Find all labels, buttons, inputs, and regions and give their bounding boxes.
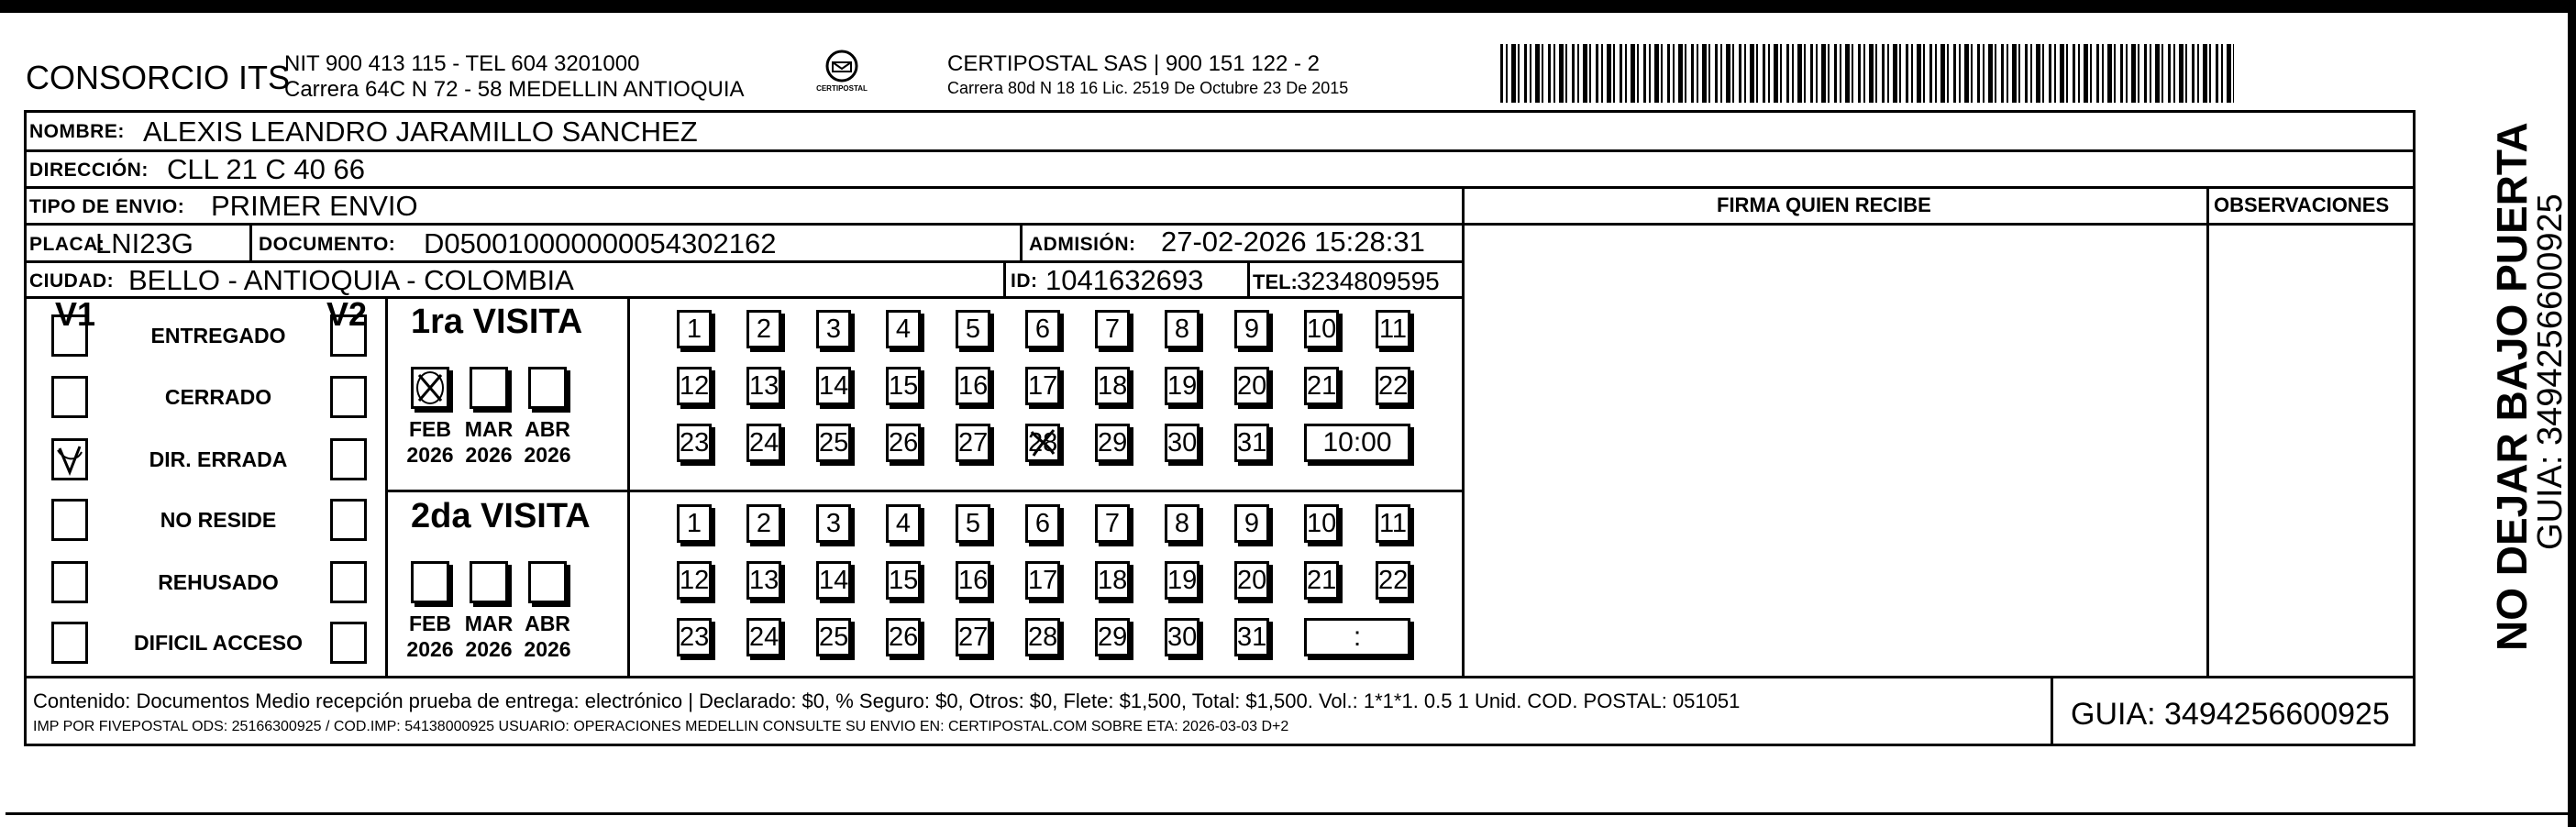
second-visit-day-number: 26 (889, 623, 919, 652)
second-visit-day-number: 30 (1167, 623, 1198, 652)
status-label: CERRADO (164, 385, 272, 409)
first-visit-day-number: 23 (680, 428, 710, 458)
first-visit-day-number: 12 (680, 371, 710, 401)
second-visit-day-box[interactable] (956, 504, 990, 543)
second-visit-day-box[interactable] (956, 561, 990, 600)
second-visit-month-label (515, 611, 580, 662)
second-visit-month-label (457, 611, 521, 662)
first-visit-title: 1ra VISITA (411, 303, 583, 341)
first-visit-day-number: 24 (749, 428, 779, 458)
v2-checkbox[interactable] (330, 499, 367, 541)
nombre-value: ALEXIS LEANDRO JARAMILLO SANCHEZ (143, 116, 698, 148)
first-visit-day-number: 13 (749, 371, 779, 401)
second-visit-day-box[interactable] (746, 504, 781, 543)
second-visit-day-number: 11 (1378, 509, 1408, 538)
certipostal-line: CERTIPOSTAL SAS | 900 151 122 - 2 (947, 51, 1320, 76)
barcode (1500, 44, 2234, 103)
first-visit-day-number: 3 (825, 314, 842, 344)
second-visit-day-number: 19 (1167, 566, 1198, 595)
admision-value: 27-02-2026 15:28:31 (1161, 226, 1425, 258)
first-visit-day-box[interactable] (746, 367, 781, 405)
second-visit-day-box[interactable] (677, 561, 712, 600)
first-visit-day-number: 28 (1028, 428, 1058, 458)
first-visit-month-year: 2026 (406, 443, 454, 467)
second-visit-day-number: 3 (825, 509, 842, 538)
tel-value: 3234809595 (1297, 267, 1440, 295)
first-visit-day-box[interactable] (1376, 310, 1410, 348)
status-label: ENTREGADO (150, 324, 286, 347)
direccion-value: CLL 21 C 40 66 (167, 153, 366, 185)
first-visit-day-number: 1 (686, 314, 702, 344)
second-visit-day-box[interactable] (1304, 561, 1339, 600)
second-visit-day-box[interactable] (1095, 561, 1130, 600)
second-visit-day-number: 2 (756, 509, 772, 538)
first-visit-day-number: 20 (1237, 371, 1267, 401)
second-visit-day-box[interactable] (886, 561, 921, 600)
first-visit-day-number: 15 (889, 371, 919, 401)
first-visit-day-box[interactable] (677, 424, 712, 462)
first-visit-day-box[interactable] (816, 310, 851, 348)
firma-label: FIRMA QUIEN RECIBE (1717, 193, 1931, 216)
first-visit-day-box[interactable] (1234, 367, 1269, 405)
v1-checkbox[interactable] (51, 438, 88, 480)
v1-checkbox[interactable] (51, 376, 88, 418)
second-visit-day-box[interactable] (1234, 618, 1269, 656)
first-visit-day-number: 5 (965, 314, 981, 344)
v2-checkbox[interactable] (330, 438, 367, 480)
certipostal-address: Carrera 80d N 18 16 Lic. 2519 De Octubre 23 De 2015 (947, 79, 1349, 97)
second-visit-day-number: 7 (1104, 509, 1121, 538)
first-visit-day-box[interactable] (746, 310, 781, 348)
direccion-label: DIRECCIÓN: (29, 160, 149, 181)
first-visit-month-year: 2026 (524, 443, 571, 467)
second-visit-day-number: 9 (1244, 509, 1260, 538)
first-visit-day-number: 31 (1237, 428, 1267, 458)
second-visit-time-value: : (1353, 622, 1362, 652)
second-visit-day-box[interactable] (1234, 561, 1269, 600)
certipostal-logo (814, 46, 869, 105)
documento-label: DOCUMENTO: (259, 234, 396, 255)
second-visit-day-number: 4 (895, 509, 912, 538)
second-visit-day-box[interactable] (1165, 504, 1200, 543)
status-label: NO RESIDE (160, 508, 277, 532)
first-visit-month-label (457, 416, 521, 468)
first-visit-day-number: 6 (1034, 314, 1051, 344)
first-visit-day-box[interactable] (886, 367, 921, 405)
first-visit-day-number: 25 (819, 428, 849, 458)
first-visit-day-box[interactable] (1025, 310, 1060, 348)
second-visit-day-box[interactable] (816, 561, 851, 600)
second-visit-month-name: MAR (464, 612, 514, 635)
second-visit-day-number: 6 (1034, 509, 1051, 538)
second-visit-day-number: 23 (680, 623, 710, 652)
first-visit-day-box[interactable] (1095, 367, 1130, 405)
second-visit-day-box[interactable] (746, 618, 781, 656)
second-visit-day-number: 12 (680, 566, 710, 595)
v1-checkbox[interactable] (51, 622, 88, 664)
first-visit-day-box[interactable] (677, 367, 712, 405)
first-visit-day-box[interactable] (956, 367, 990, 405)
second-visit-day-box[interactable] (1025, 561, 1060, 600)
side-guia: GUIA: 3494256600925 (2531, 193, 2570, 550)
second-visit-day-box[interactable] (886, 504, 921, 543)
first-visit-day-number: 16 (958, 371, 989, 401)
first-visit-day-box[interactable] (1095, 424, 1130, 462)
second-visit-day-box[interactable] (1095, 618, 1130, 656)
second-visit-day-box[interactable] (1234, 504, 1269, 543)
first-visit-day-number: 11 (1378, 314, 1408, 344)
second-visit-day-number: 28 (1028, 623, 1058, 652)
first-visit-day-number: 14 (819, 371, 849, 401)
second-visit-day-number: 17 (1028, 566, 1058, 595)
second-visit-day-box[interactable] (1304, 504, 1339, 543)
ciudad-label: CIUDAD: (29, 270, 115, 292)
second-visit-day-box[interactable] (1165, 561, 1200, 600)
first-visit-day-box[interactable] (886, 310, 921, 348)
observaciones-label: OBSERVACIONES (2214, 193, 2390, 216)
first-visit-month-checkbox[interactable] (528, 367, 567, 409)
first-visit-day-box[interactable] (1025, 424, 1060, 462)
second-visit-month-checkbox[interactable] (470, 561, 508, 603)
id-value: 1041632693 (1045, 264, 1204, 296)
second-visit-day-box[interactable] (677, 618, 712, 656)
second-visit-month-year: 2026 (524, 637, 571, 661)
first-visit-day-number: 21 (1307, 371, 1337, 401)
second-visit-day-number: 29 (1098, 623, 1128, 652)
first-visit-month-checkbox[interactable] (411, 367, 449, 409)
second-visit-day-box[interactable] (1376, 504, 1410, 543)
first-visit-day-box[interactable] (1165, 367, 1200, 405)
second-visit-day-box[interactable] (1095, 504, 1130, 543)
placa-value: LNI23G (95, 227, 193, 259)
first-visit-day-box[interactable] (956, 310, 990, 348)
first-visit-day-box[interactable] (816, 424, 851, 462)
first-visit-month-name: ABR (525, 417, 570, 441)
second-visit-time-box[interactable] (1304, 618, 1410, 656)
company-name: CONSORCIO ITS (26, 59, 291, 96)
v1-checkbox[interactable] (51, 561, 88, 603)
second-visit-month-year: 2026 (406, 637, 454, 661)
v2-checkbox[interactable] (330, 561, 367, 603)
v2-header: V2 (326, 295, 368, 333)
second-visit-day-number: 27 (958, 623, 989, 652)
second-visit-day-number: 13 (749, 566, 779, 595)
logo-text: CERTIPOSTAL (816, 84, 868, 93)
first-visit-day-number: 7 (1104, 314, 1121, 344)
second-visit-day-box[interactable] (746, 561, 781, 600)
no-dejar-warning: NO DEJAR BAJO PUERTA (2488, 122, 2536, 651)
first-visit-day-box[interactable] (677, 310, 712, 348)
second-visit-day-number: 14 (819, 566, 849, 595)
first-visit-day-box[interactable] (956, 424, 990, 462)
first-visit-month-name: MAR (464, 417, 514, 441)
second-visit-month-checkbox[interactable] (528, 561, 567, 603)
documento-value: D050010000000054302162 (424, 227, 777, 259)
second-visit-day-number: 20 (1237, 566, 1267, 595)
status-label: DIR. ERRADA (149, 447, 288, 471)
first-visit-day-box[interactable] (1095, 310, 1130, 348)
first-visit-day-box[interactable] (1304, 310, 1339, 348)
second-visit-day-box[interactable] (1376, 561, 1410, 600)
first-visit-day-box[interactable] (746, 424, 781, 462)
first-visit-month-label (515, 416, 580, 468)
second-visit-day-box[interactable] (956, 618, 990, 656)
second-visit-day-number: 22 (1378, 566, 1409, 595)
first-visit-day-box[interactable] (1165, 424, 1200, 462)
second-visit-day-number: 8 (1174, 509, 1190, 538)
side-text (2414, 122, 2570, 688)
first-visit-day-box[interactable] (1025, 367, 1060, 405)
second-visit-month-checkbox[interactable] (411, 561, 449, 603)
status-label: REHUSADO (158, 570, 279, 594)
nombre-label: NOMBRE: (29, 121, 125, 142)
first-visit-day-number: 9 (1244, 314, 1260, 344)
second-visit-day-number: 31 (1237, 623, 1267, 652)
first-visit-month-name: FEB (409, 417, 451, 441)
v1-checkbox[interactable] (51, 499, 88, 541)
first-visit-day-number: 29 (1098, 428, 1128, 458)
first-visit-day-box[interactable] (1304, 367, 1339, 405)
first-visit-day-number: 4 (895, 314, 912, 344)
first-visit-day-number: 26 (889, 428, 919, 458)
nit-line: NIT 900 413 115 - TEL 604 3201000 (284, 51, 640, 76)
top-edge-strip (0, 0, 2576, 13)
first-visit-day-box[interactable] (1165, 310, 1200, 348)
first-visit-day-number: 8 (1174, 314, 1190, 344)
first-visit-day-box[interactable] (1376, 367, 1410, 405)
second-visit-day-box[interactable] (816, 504, 851, 543)
second-visit-month-year: 2026 (465, 637, 513, 661)
first-visit-day-box[interactable] (1234, 310, 1269, 348)
second-visit-day-number: 18 (1098, 566, 1128, 595)
first-visit-day-number: 22 (1378, 371, 1409, 401)
placa-label: PLACA: (29, 234, 105, 255)
second-visit-month-name: ABR (525, 612, 570, 635)
tipo-envio-label: TIPO DE ENVIO: (29, 196, 185, 217)
second-visit-day-number: 15 (889, 566, 919, 595)
first-visit-day-number: 27 (958, 428, 989, 458)
second-visit-month-label (398, 611, 462, 662)
second-visit-day-box[interactable] (886, 618, 921, 656)
second-visit-day-box[interactable] (1025, 618, 1060, 656)
second-visit-day-number: 24 (749, 623, 779, 652)
first-visit-time-value: 10:00 (1322, 427, 1392, 458)
second-visit-day-number: 5 (965, 509, 981, 538)
first-visit-day-box[interactable] (1234, 424, 1269, 462)
status-label: DIFICIL ACCESO (133, 631, 303, 655)
first-visit-day-box[interactable] (886, 424, 921, 462)
v1-header: V1 (55, 295, 96, 333)
admision-label: ADMISIÓN: (1029, 234, 1136, 255)
id-label: ID: (1011, 270, 1038, 292)
v2-checkbox[interactable] (330, 314, 367, 357)
footer-imp: IMP POR FIVEPOSTAL ODS: 25166300925 / COD.IMP: 54138000925 USUARIO: OPERACIONES MEDELLIN CONSULTE SU ENVIO EN: CERTIPOSTAL.COM SOBRE ETA: 2026-03-03 D+2 (33, 719, 1289, 734)
second-visit-month-name: FEB (409, 612, 451, 635)
first-visit-day-number: 19 (1167, 371, 1198, 401)
second-visit-day-number: 10 (1307, 509, 1337, 538)
second-visit-day-number: 1 (686, 509, 702, 538)
second-visit-title: 2da VISITA (411, 497, 591, 535)
footer-guia: GUIA: 3494256600925 (2071, 697, 2390, 732)
first-visit-day-box[interactable] (816, 367, 851, 405)
second-visit-day-number: 21 (1307, 566, 1337, 595)
first-visit-day-number: 17 (1028, 371, 1058, 401)
first-visit-month-label (398, 416, 462, 468)
first-visit-day-number: 10 (1307, 314, 1337, 344)
tel-label: TEL: (1253, 270, 1298, 293)
second-visit-day-number: 25 (819, 623, 849, 652)
first-visit-time-box[interactable] (1304, 424, 1410, 462)
first-visit-day-number: 18 (1098, 371, 1128, 401)
v1-checkbox[interactable] (51, 314, 88, 357)
ciudad-value: BELLO - ANTIOQUIA - COLOMBIA (128, 264, 574, 296)
footer-contenido: Contenido: Documentos Medio recepción prueba de entrega: electrónico | Declarado: $0, % Seguro: $0, Otros: $0, Flete: $1,500, Total: $1,500. Vol.: 1*1*1. 0.5 1 Unid. COD. POSTAL: 051051 (33, 689, 1741, 712)
tipo-envio-value: PRIMER ENVIO (211, 190, 418, 222)
second-visit-day-box[interactable] (677, 504, 712, 543)
address-line: Carrera 64C N 72 - 58 MEDELLIN ANTIOQUIA (284, 77, 745, 102)
v2-checkbox[interactable] (330, 376, 367, 418)
second-visit-day-box[interactable] (1165, 618, 1200, 656)
first-visit-day-number: 2 (756, 314, 772, 344)
first-visit-month-checkbox[interactable] (470, 367, 508, 409)
v2-checkbox[interactable] (330, 622, 367, 664)
first-visit-month-year: 2026 (465, 443, 513, 467)
first-visit-day-number: 30 (1167, 428, 1198, 458)
second-visit-day-box[interactable] (1025, 504, 1060, 543)
second-visit-day-number: 16 (958, 566, 989, 595)
second-visit-day-box[interactable] (816, 618, 851, 656)
